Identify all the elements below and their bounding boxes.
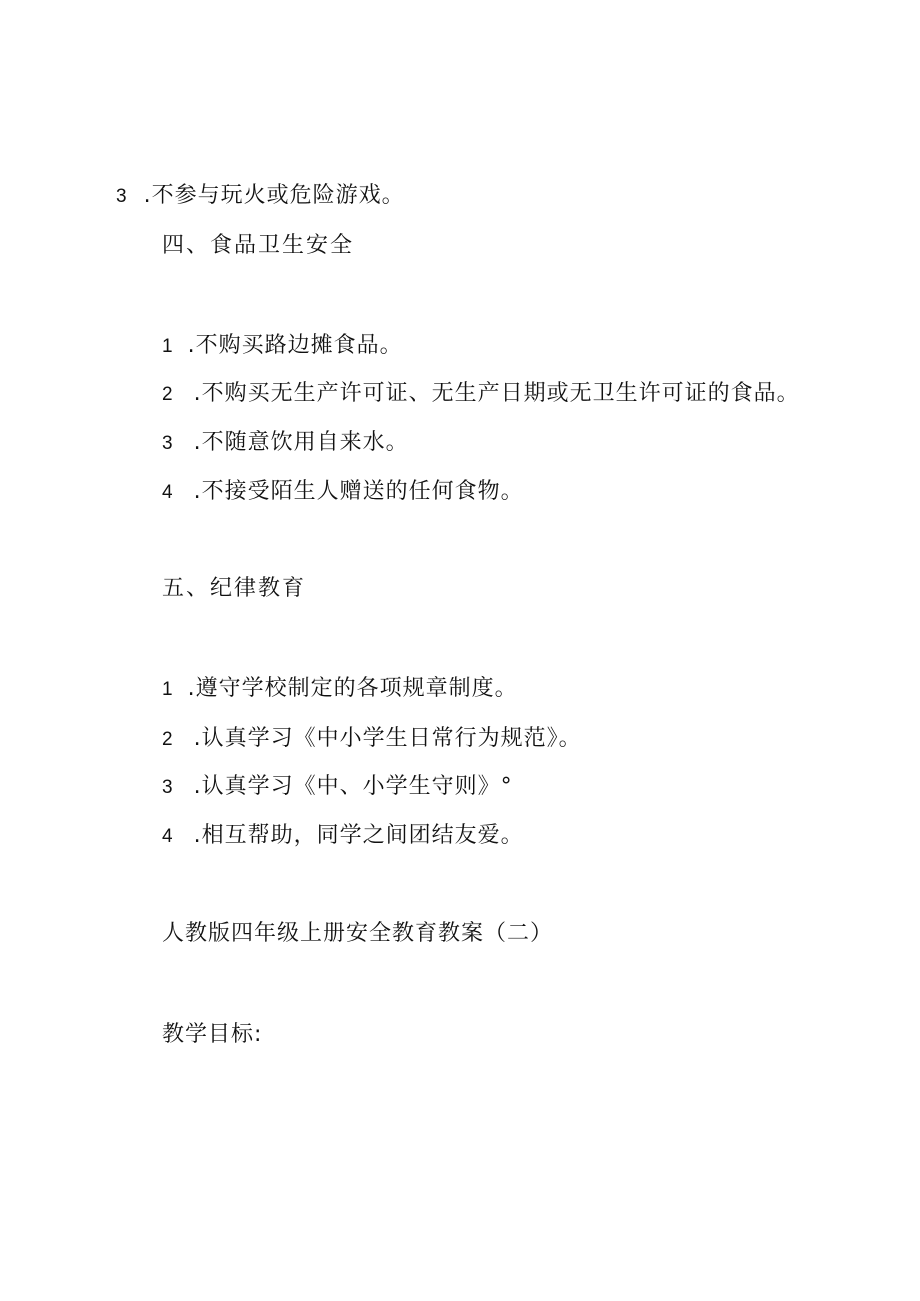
item-number: 1 — [162, 679, 174, 700]
item-text: .遵守学校制定的各项规章制度。 — [187, 676, 518, 701]
item-number: 2 — [162, 729, 174, 750]
item-number: 3 — [162, 433, 174, 454]
item-number: 4 — [162, 826, 174, 847]
item-number: 3 — [162, 777, 174, 798]
list-item — [116, 181, 405, 212]
item-number: 3 — [116, 186, 128, 207]
item-number: 2 — [162, 384, 174, 405]
list-item — [162, 428, 409, 459]
item-text: .不随意饮用自来水。 — [193, 430, 409, 455]
list-item — [162, 674, 518, 705]
section-heading-discipline: 五、纪律教育 — [162, 576, 307, 601]
teaching-objectives-label: 教学目标: — [162, 1022, 263, 1047]
list-item — [162, 379, 800, 410]
item-text: .不参与玩火或危险游戏。 — [143, 183, 405, 208]
list-item — [162, 772, 513, 803]
item-text: .相互帮助，同学之间团结友爱。 — [193, 823, 524, 848]
section-heading-food-safety: 四、食品卫生安全 — [162, 233, 355, 258]
list-item — [162, 331, 403, 362]
item-number: 1 — [162, 336, 174, 357]
item-text: .认真学习《中小学生日常行为规范》。 — [193, 726, 582, 751]
list-item — [162, 477, 524, 508]
item-text: .不接受陌生人赠送的任何食物。 — [193, 479, 524, 504]
item-text: .不购买无生产许可证、无生产日期或无卫生许可证的食品。 — [193, 381, 800, 406]
lesson-plan-title: 人教版四年级上册安全教育教案（二） — [162, 921, 554, 946]
item-number: 4 — [162, 482, 174, 503]
list-item — [162, 821, 524, 852]
item-text: .不购买路边摊食品。 — [187, 333, 403, 358]
list-item — [162, 724, 582, 755]
item-text: .认真学习《中、小学生守则》° — [193, 774, 513, 799]
